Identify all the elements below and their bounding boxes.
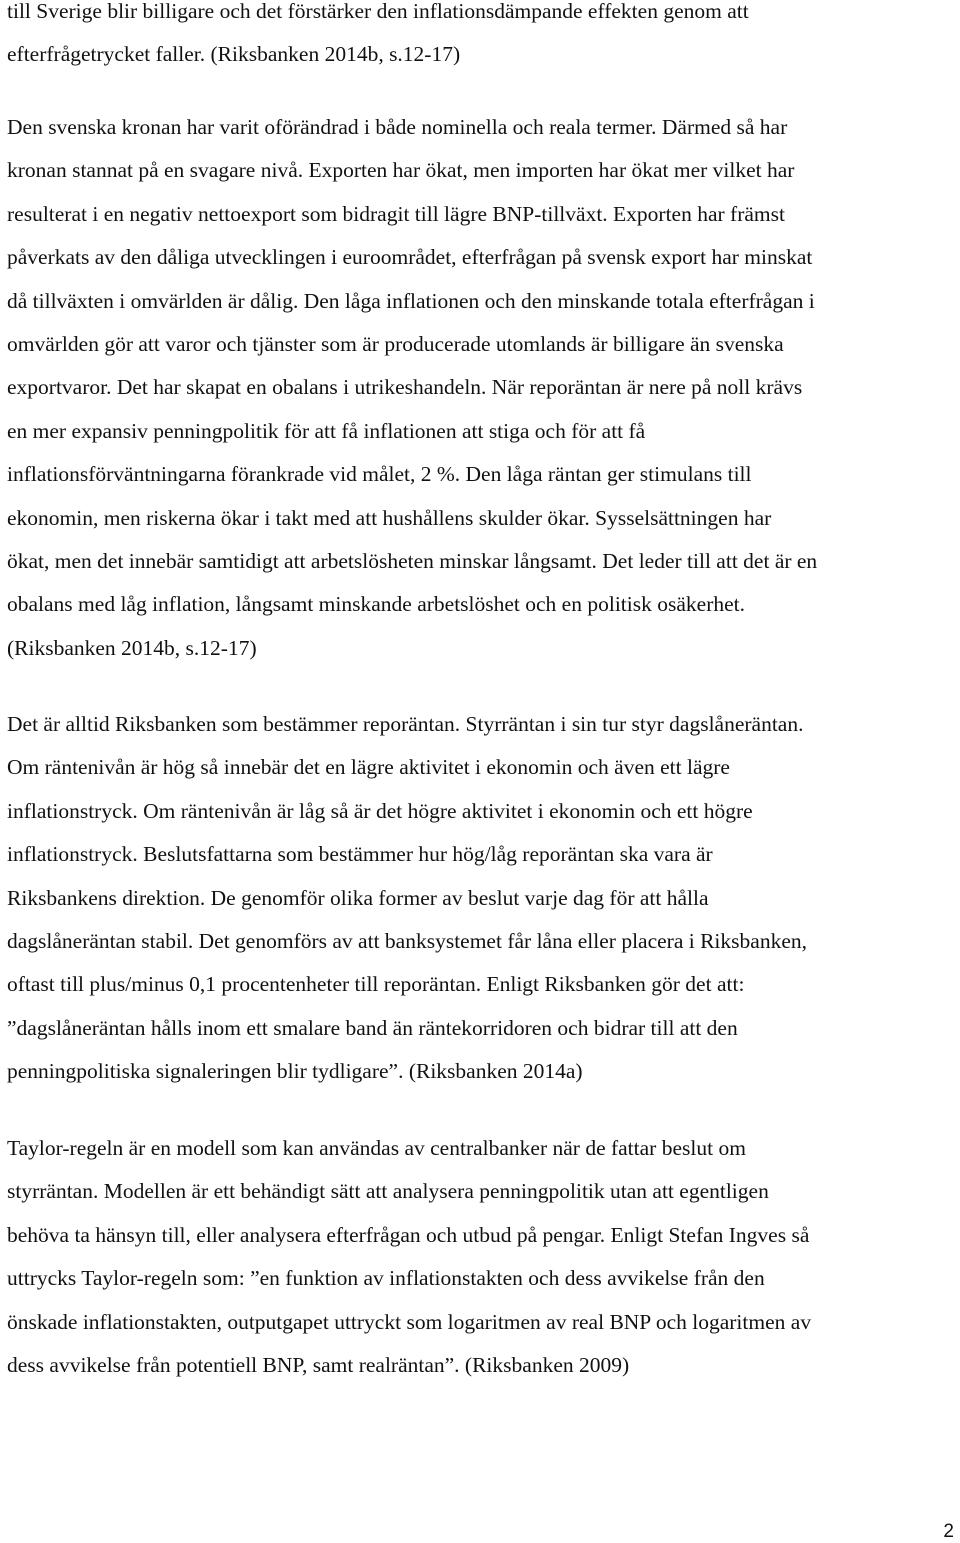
text-line: kronan stannat på en svagare nivå. Exporten har ökat, men importen har ökat mer vilket har: [7, 158, 795, 183]
text-line: styrräntan. Modellen är ett behändigt sätt att analysera penningpolitik utan att egentligen: [7, 1179, 769, 1204]
text-line: till Sverige blir billigare och det förstärker den inflationsdämpande effekten genom att: [7, 0, 749, 23]
text-line: uttrycks Taylor-regeln som: ”en funktion av inflationstakten och dess avvikelse från den: [7, 1266, 765, 1291]
text-line: obalans med låg inflation, långsamt minskande arbetslöshet och en politisk osäkerhet.: [7, 592, 745, 617]
text-line: Taylor-regeln är en modell som kan användas av centralbanker när de fattar beslut om: [7, 1136, 746, 1160]
text-line: Om räntenivån är hög så innebär det en lägre aktivitet i ekonomin och även ett lägre: [7, 755, 730, 780]
text-line: oftast till plus/minus 0,1 procentenheter till reporäntan. Enligt Riksbanken gör det att:: [7, 972, 745, 997]
text-line: då tillväxten i omvärlden är dålig. Den låga inflationen och den minskande totala efterfrågan i: [7, 288, 815, 313]
text-line: efterfrågetrycket faller. (Riksbanken 2014b, s.12-17): [7, 42, 461, 67]
text-line: inflationsförväntningarna förankrade vid målet, 2 %. Den låga räntan ger stimulans till: [7, 462, 752, 487]
text-line: (Riksbanken 2014b, s.12-17): [7, 635, 257, 660]
text-line: ökat, men det innebär samtidigt att arbetslösheten minskar långsamt. Det leder till att det är en: [7, 549, 818, 574]
text-line: Riksbankens direktion. De genomför olika former av beslut varje dag för att hålla: [7, 885, 709, 910]
text-line: omvärlden gör att varor och tjänster som är producerade utomlands är billigare än svenska: [7, 332, 784, 357]
text-line: ”dagslåneräntan hålls inom ett smalare band än räntekorridoren och bidrar till att den: [7, 1015, 738, 1040]
text-line: resulterat i en negativ nettoexport som bidragit till lägre BNP-tillväxt. Exporten har främst: [7, 201, 785, 226]
text-line: dagslåneräntan stabil. Det genomförs av att banksystemet får låna eller placera i Riksbanken,: [7, 929, 807, 954]
text-line: dess avvikelse från potentiell BNP, samt realräntan”. (Riksbanken 2009): [7, 1353, 630, 1378]
paragraph-2: [7, 106, 817, 670]
text-line: inflationstryck. Beslutsfattarna som bestämmer hur hög/låg reporäntan ska vara är: [7, 842, 713, 867]
page-number: 2: [943, 1521, 954, 1542]
paragraph-3: [7, 703, 807, 1094]
text-line: påverkats av den dåliga utvecklingen i euroområdet, efterfrågan på svensk export har minskat: [7, 245, 813, 270]
text-line: penningpolitiska signaleringen blir tydligare”. (Riksbanken 2014a): [7, 1059, 583, 1084]
paragraph-1: [7, 0, 749, 77]
text-line: önskade inflationstakten, outputgapet uttryckt som logaritmen av real BNP och logaritmen av: [7, 1309, 812, 1334]
text-line: en mer expansiv penningpolitik för att få inflationen att stiga och för att få: [7, 418, 646, 443]
text-line: Den svenska kronan har varit oförändrad i både nominella och reala termer. Därmed så har: [7, 115, 788, 139]
paragraph-4: [7, 1127, 811, 1387]
text-line: ekonomin, men riskerna ökar i takt med att hushållens skulder ökar. Sysselsättningen har: [7, 505, 772, 530]
text-line: inflationstryck. Om räntenivån är låg så är det högre aktivitet i ekonomin och ett högre: [7, 798, 753, 823]
text-line: exportvaror. Det har skapat en obalans i utrikeshandeln. När reporäntan är nere på noll krävs: [7, 375, 803, 400]
text-line: Det är alltid Riksbanken som bestämmer reporäntan. Styrräntan i sin tur styr dagslåneräntan.: [7, 712, 804, 736]
text-line: behöva ta hänsyn till, eller analysera efterfrågan och utbud på pengar. Enligt Stefan Ingves så: [7, 1222, 810, 1247]
